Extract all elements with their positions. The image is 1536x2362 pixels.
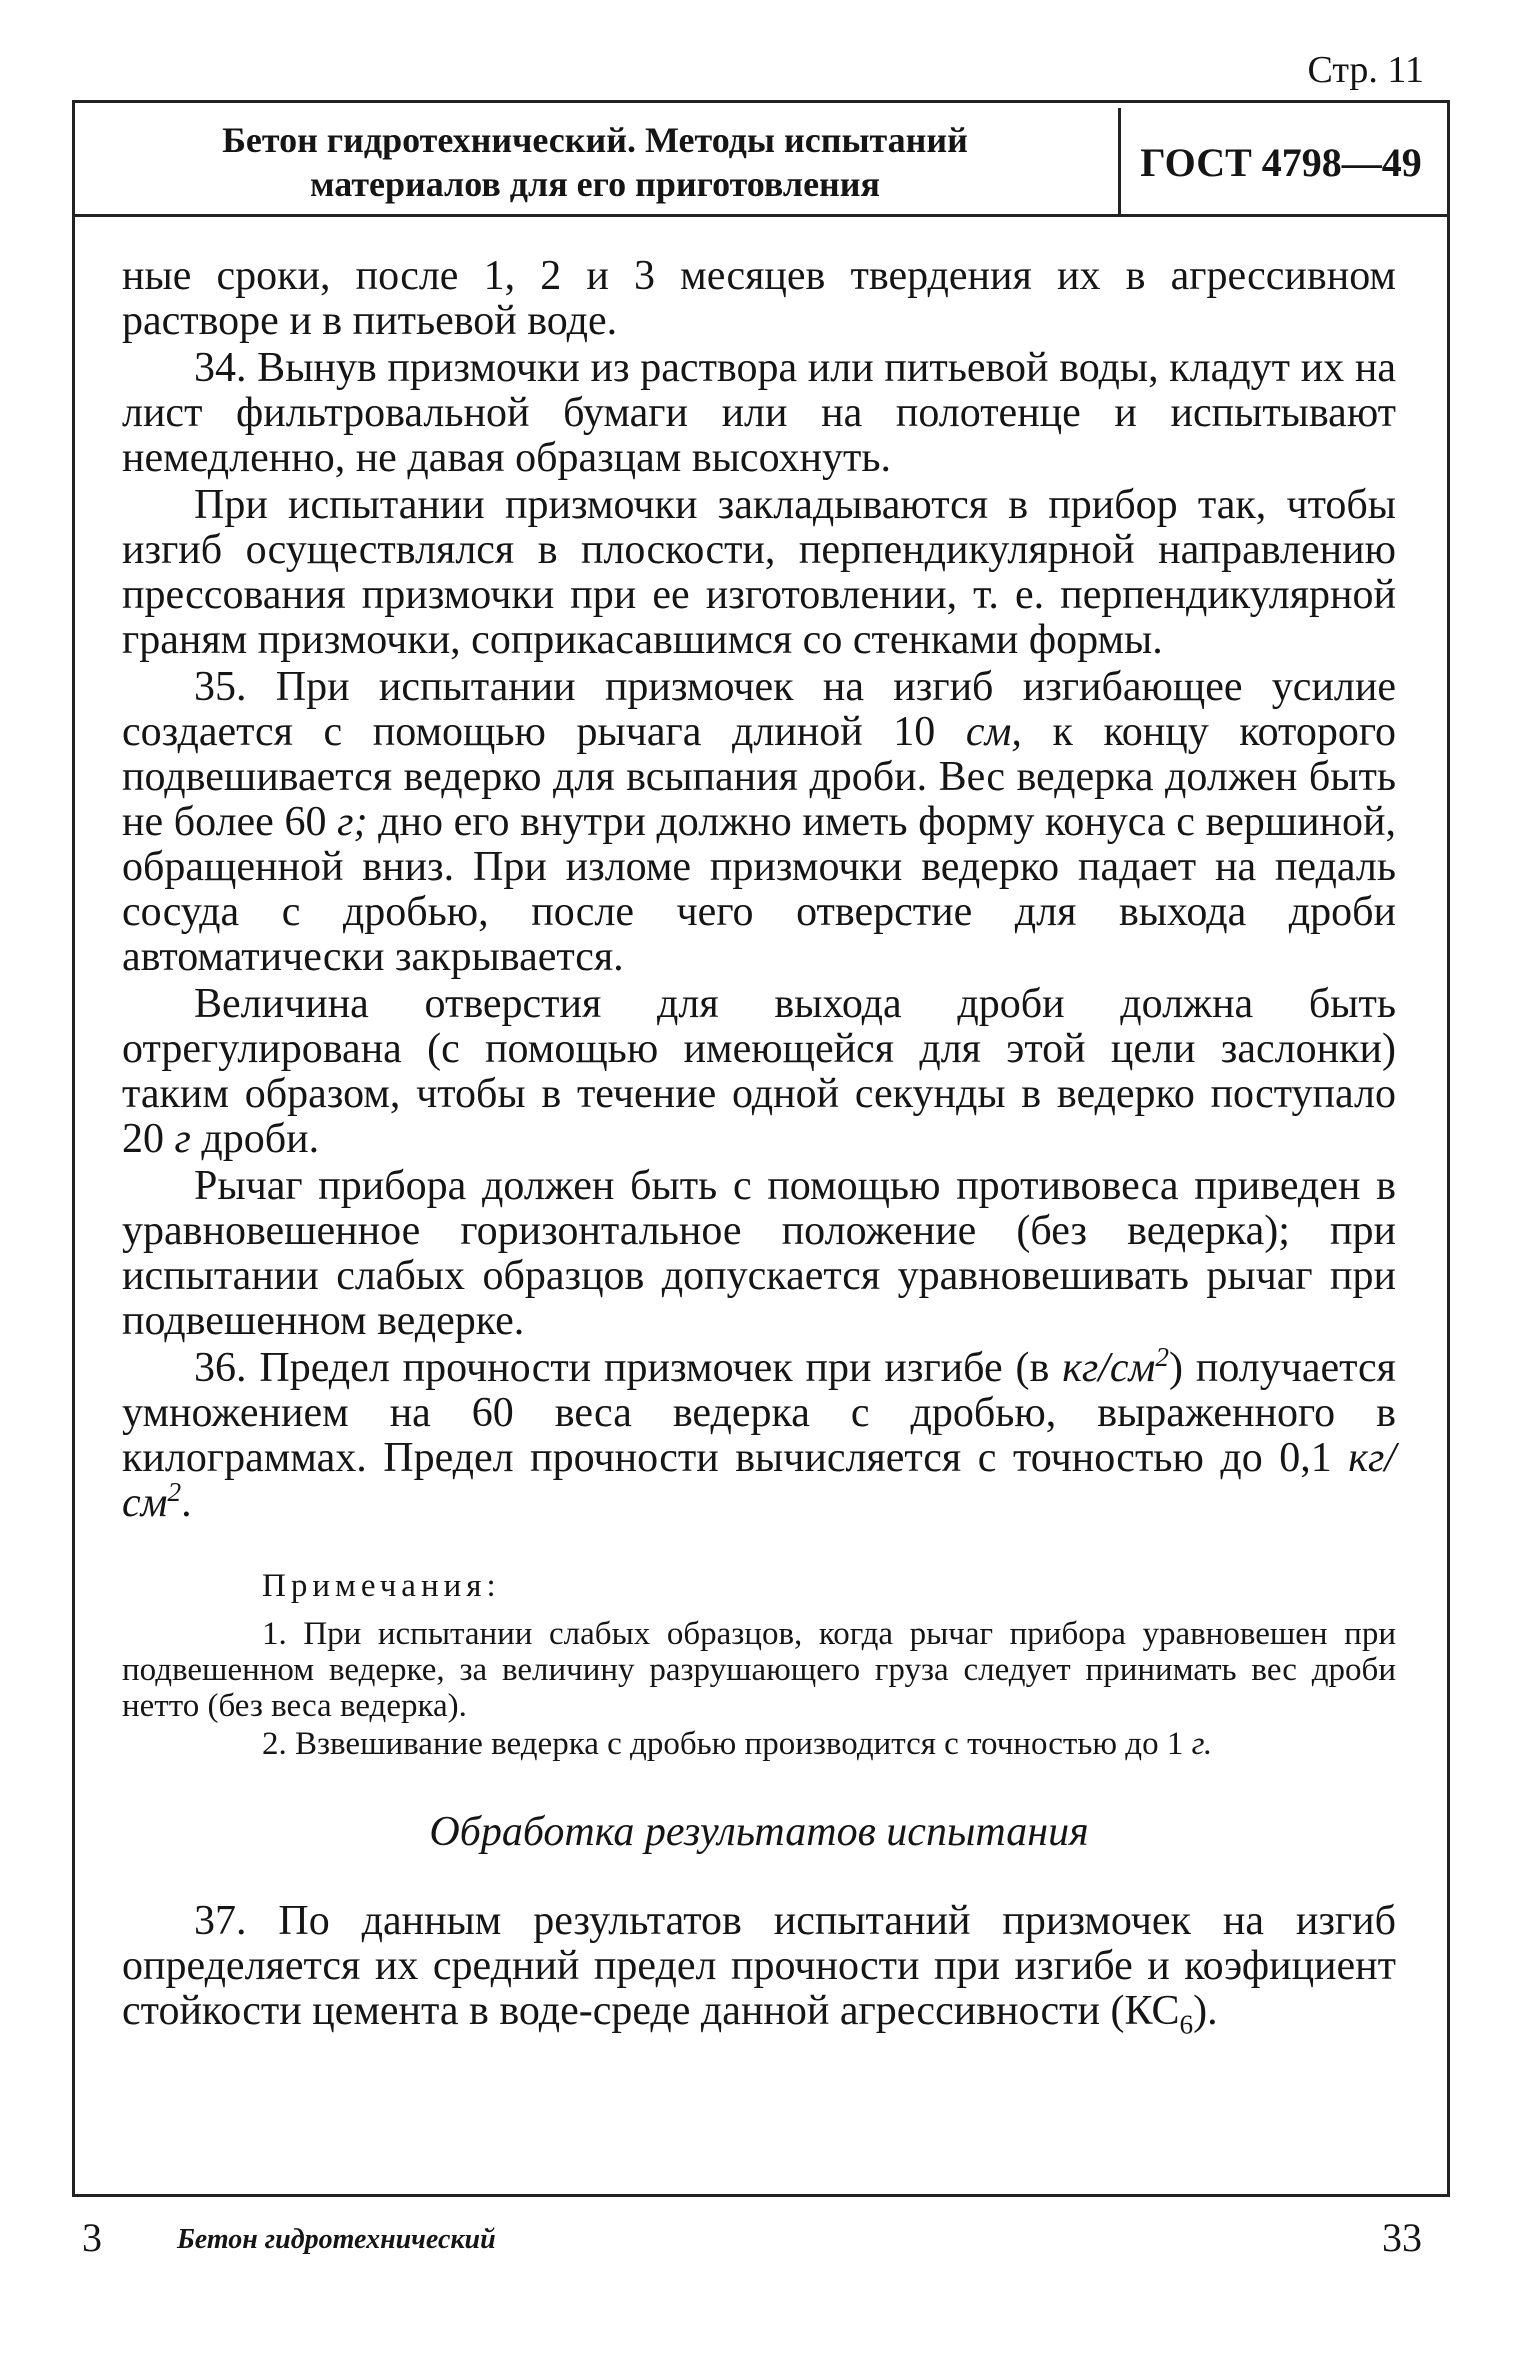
footer-sheet-mark: 3 (82, 2215, 102, 2260)
paragraph-35-lever: Рычаг прибора должен быть с помощью противовеса приведен в уравновешенное горизонтальное положение (без ведерка); при испытании слабых образцов допускается уравновешивать рычаг при подвешенном ведерке. (122, 1163, 1396, 1344)
paragraph-36: 36. Предел прочности призмочек при изгибе (в $кг/см^2$) получается умножением на 60 веса ведерка с дробью, выраженного в килограммах. Предел прочности вычисляется с точностью до 0,1 $кг/см^2$. (122, 1342, 1396, 1526)
notes-title: Примечания: (262, 1568, 501, 1604)
document-title-line1: Бетон гидротехнический. Методы испытаний (222, 120, 968, 160)
footer-rule (72, 2194, 1450, 2197)
note-2: 2. Взвешивание ведерка с дробью производится с точностью до 1 г. (262, 1726, 1213, 1762)
standard-number: ГОСТ 4798—49 (1140, 139, 1422, 185)
page-label: Стр. 11 (1307, 49, 1424, 91)
footer-title: Бетон гидротехнический (177, 2224, 496, 2255)
paragraph-34: 34. Вынув призмочки из раствора или питьевой воды, кладут их на лист фильтровальной бумаги или на полотенце и испытывают немедленно, не давая образцам высохнуть. (122, 345, 1396, 481)
document-title-line2: материалов для его приготовления (309, 164, 881, 204)
paragraph-34-continued: При испытании призмочки закладываются в прибор так, чтобы изгиб осуществлялся в плоскости, перпендикулярной направлению прессования призмочки при ее изготовлении, т. е. перпендикулярной граням призмочки, соприкасавшимся со стенками формы. (122, 482, 1396, 663)
note-1: 1. При испытании слабых образцов, когда рычаг прибора уравновешен при подвешенном ведерке, за величину разрушающего груза следует принимать вес дроби нетто (без веса ведерка). (122, 1616, 1396, 1724)
paragraph-35: 35. При испытании призмочек на изгиб изгибающее усилие создается с помощью рычага длиной 10 см, к концу которого подвешивается ведерко для всыпания дроби. Вес ведерка должен быть не более 60 г; дно его внутри должно иметь форму конуса с вершиной, обращенной вниз. При изломе призмочки ведерко падает на педаль сосуда с дробью, после чего отверстие для выхода дроби автоматически закрывается. (122, 664, 1397, 980)
page-body (122, 253, 1397, 2040)
page-footer (82, 2214, 1422, 2264)
paragraph-continuation: ные сроки, после 1, 2 и 3 месяцев твердения их в агрессивном растворе и в питьевой воде. (122, 253, 1396, 344)
section-title: Обработка результатов испытания (429, 1809, 1089, 1855)
header-bottom-rule (72, 214, 1450, 217)
paragraph-37: 37. По данным результатов испытаний призмочек на изгиб определяется их средний предел прочности при изгибе и коэфициент стойкости цемента в воде-среде данной агрессивности $(КС_6)$. (122, 1898, 1396, 2040)
paragraph-35-opening: Величина отверстия для выхода дроби должна быть отрегулирована (с помощью имеющейся для этой цели заслонки) таким образом, чтобы в течение одной секунды в ведерко поступало 20 г дроби. (122, 981, 1396, 1162)
document-title (75, 110, 1115, 214)
footer-page-number: 33 (1382, 2215, 1422, 2260)
notes-block (122, 1568, 1396, 1762)
